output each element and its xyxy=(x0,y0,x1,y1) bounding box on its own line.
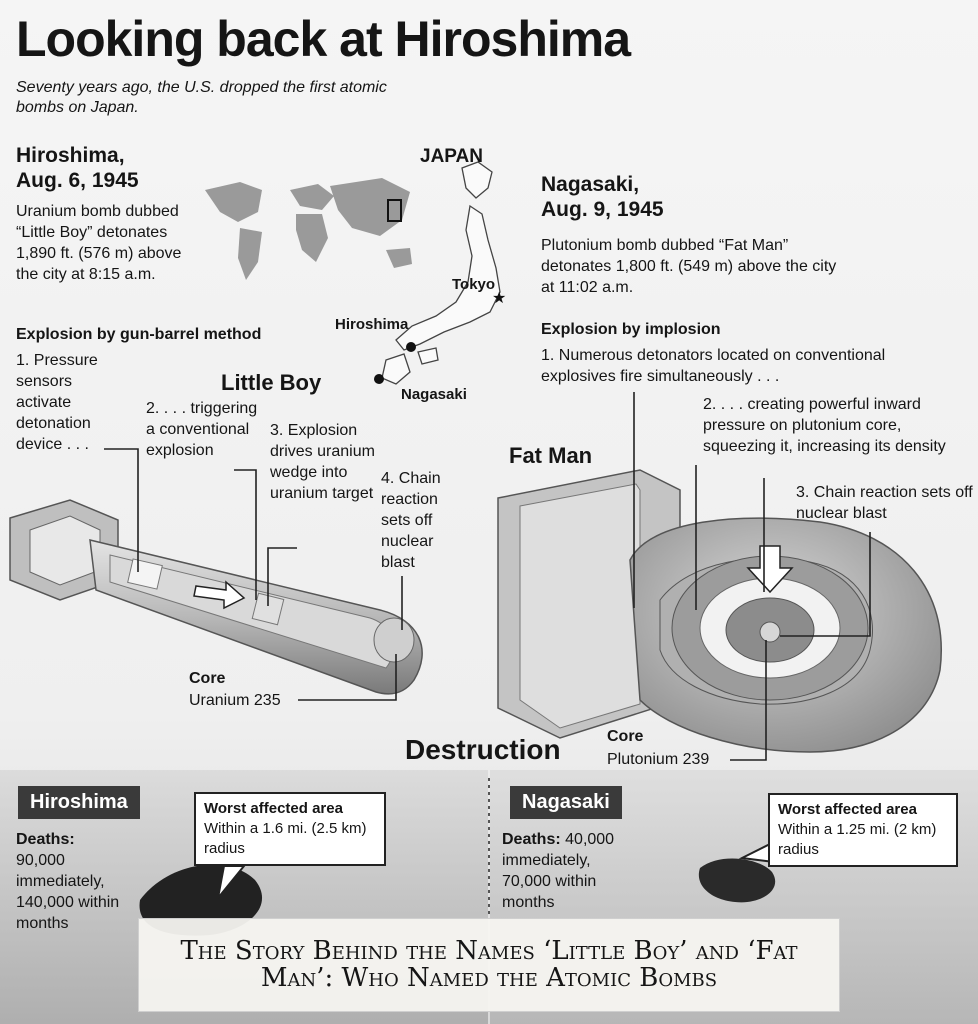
world-map xyxy=(205,178,412,280)
hiroshima-deaths xyxy=(16,829,126,934)
hiroshima-area-text: Within a 1.6 mi. (2.5 km) radius xyxy=(204,820,367,857)
fat-man-label: Fat Man xyxy=(509,443,593,468)
banner-text: The Story Behind the Names ‘Little Boy’ and ‘Fat Man’: Who Named the Atomic Bombs xyxy=(180,936,798,993)
page-title: Looking back at Hiroshima xyxy=(16,11,631,67)
nagasaki-date: Aug. 9, 1945 xyxy=(541,198,664,221)
tokyo-label: Tokyo xyxy=(452,276,496,293)
nagasaki-dot xyxy=(374,374,384,384)
little-boy-core-value: Uranium 235 xyxy=(189,692,281,709)
hiroshima-area-box xyxy=(194,792,386,866)
little-boy-illustration xyxy=(10,500,422,694)
nagasaki-step-3: 3. Chain reaction sets off nuclear blast xyxy=(796,484,973,522)
title-banner xyxy=(138,918,840,1012)
fat-man-core-label: Core xyxy=(607,728,644,745)
hiroshima-area-title: Worst affected area xyxy=(204,800,343,817)
little-boy-label: Little Boy xyxy=(221,370,322,395)
japan-label: JAPAN xyxy=(420,146,483,167)
hiroshima-city: Hiroshima, xyxy=(16,144,125,167)
hiroshima-date: Aug. 6, 1945 xyxy=(16,169,139,192)
little-boy-core-label: Core xyxy=(189,670,226,687)
hiroshima-step-4: 4. Chain reaction sets off nuclear blast xyxy=(381,470,441,571)
hiroshima-step-1: 1. Pressure sensors activate detonation device . . . xyxy=(16,352,98,453)
nagasaki-deaths xyxy=(502,829,642,913)
nagasaki-deaths-label: Deaths: xyxy=(502,831,561,848)
nagasaki-area-box xyxy=(768,793,958,867)
nagasaki-area-text: Within a 1.25 mi. (2 km) radius xyxy=(778,821,937,858)
page-subtitle: Seventy years ago, the U.S. dropped the first atomic bombs on Japan. xyxy=(16,79,387,116)
nagasaki-method: Explosion by implosion xyxy=(541,321,721,338)
hiroshima-deaths-text: 90,000 immediately, 140,000 within months xyxy=(16,852,120,932)
hiroshima-step-3: 3. Explosion drives uranium wedge into uranium target xyxy=(270,422,375,502)
hiroshima-step-2: 2. . . . triggering a conventional explosion xyxy=(146,400,258,459)
hiroshima-map-label: Hiroshima xyxy=(335,316,409,333)
fat-man-core-value: Plutonium 239 xyxy=(607,751,710,768)
hiroshima-dot xyxy=(406,342,416,352)
tokyo-star-icon: ★ xyxy=(492,288,507,307)
nagasaki-destruction-tag: Nagasaki xyxy=(510,786,622,819)
nagasaki-deaths-text: 40,000 immediately, 70,000 within months xyxy=(502,831,615,911)
nagasaki-step-2: 2. . . . creating powerful inward pressure on plutonium core, squeezing it, increasing its density xyxy=(703,396,946,455)
hiroshima-destruction-tag: Hiroshima xyxy=(18,786,140,819)
nagasaki-step-1: 1. Numerous detonators located on conventional explosives fire simultaneously . . . xyxy=(541,347,886,385)
hiroshima-description: Uranium bomb dubbed “Little Boy” detonates 1,890 ft. (576 m) above the city at 8:15 a.m. xyxy=(16,203,182,283)
nagasaki-map-label: Nagasaki xyxy=(401,386,467,403)
nagasaki-description: Plutonium bomb dubbed “Fat Man” detonates 1,800 ft. (549 m) above the city at 11:02 a.m. xyxy=(541,237,837,296)
hiroshima-method: Explosion by gun-barrel method xyxy=(16,326,262,343)
nagasaki-area-title: Worst affected area xyxy=(778,801,917,818)
destruction-heading: Destruction xyxy=(405,734,561,765)
hiroshima-deaths-label: Deaths: xyxy=(16,831,75,848)
nagasaki-city: Nagasaki, xyxy=(541,173,640,196)
